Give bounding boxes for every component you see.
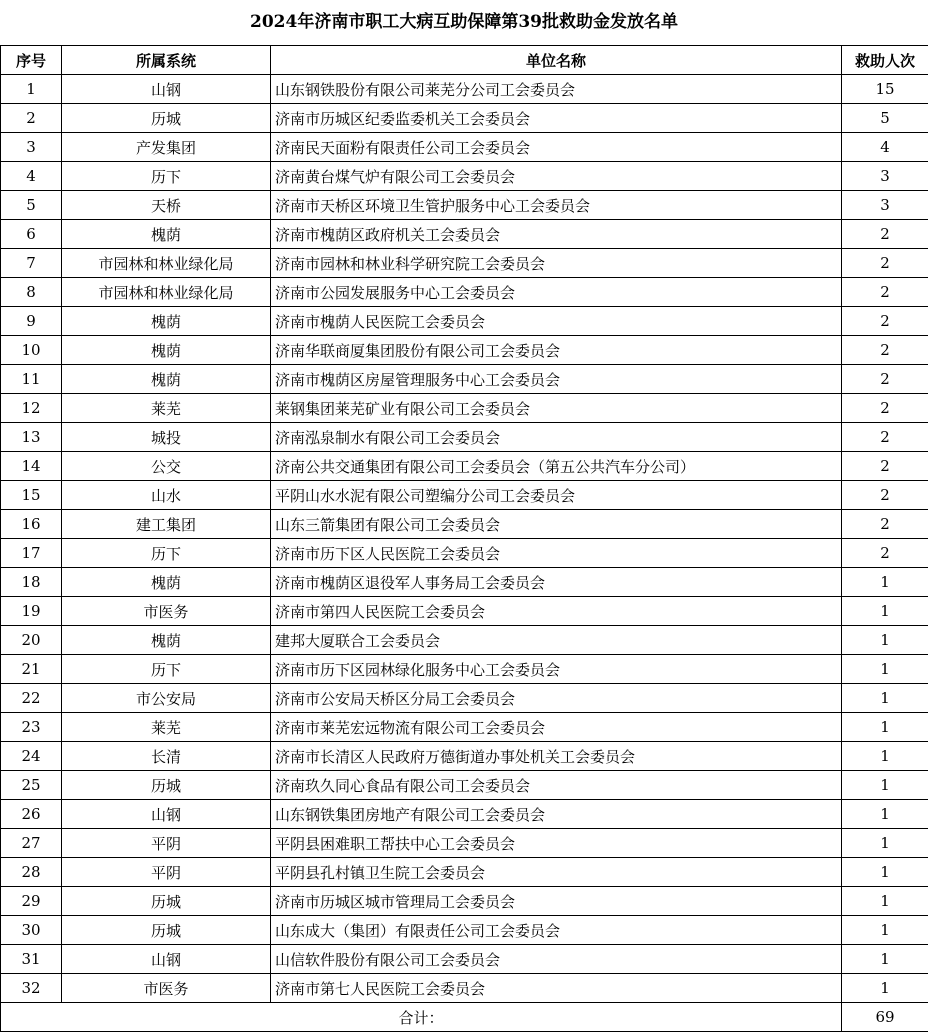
cell-seq: 3	[1, 133, 62, 162]
table-row	[1, 887, 928, 916]
cell-seq: 13	[1, 423, 62, 452]
cell-count: 1	[842, 655, 928, 684]
cell-unit: 莱钢集团莱芜矿业有限公司工会委员会	[271, 394, 842, 423]
cell-seq: 25	[1, 771, 62, 800]
cell-seq: 29	[1, 887, 62, 916]
cell-system: 槐荫	[62, 220, 271, 249]
cell-system: 平阴	[62, 858, 271, 887]
table-row	[1, 162, 928, 191]
cell-seq: 1	[1, 75, 62, 104]
cell-seq: 27	[1, 829, 62, 858]
cell-system: 山水	[62, 481, 271, 510]
cell-system: 槐荫	[62, 568, 271, 597]
table-row	[1, 655, 928, 684]
cell-count: 1	[842, 800, 928, 829]
header-unit: 单位名称	[271, 46, 842, 75]
cell-system: 公交	[62, 452, 271, 481]
cell-system: 城投	[62, 423, 271, 452]
cell-system: 天桥	[62, 191, 271, 220]
cell-system: 建工集团	[62, 510, 271, 539]
table-row	[1, 539, 928, 568]
cell-system: 山钢	[62, 800, 271, 829]
table-row	[1, 452, 928, 481]
cell-unit: 济南公共交通集团有限公司工会委员会（第五公共汽车分公司）	[271, 452, 842, 481]
table-row	[1, 481, 928, 510]
cell-seq: 11	[1, 365, 62, 394]
cell-system: 槐荫	[62, 365, 271, 394]
cell-count: 2	[842, 249, 928, 278]
cell-system: 山钢	[62, 75, 271, 104]
cell-seq: 5	[1, 191, 62, 220]
cell-count: 1	[842, 858, 928, 887]
table-body	[1, 75, 928, 1003]
cell-seq: 17	[1, 539, 62, 568]
cell-seq: 20	[1, 626, 62, 655]
cell-system: 莱芜	[62, 394, 271, 423]
cell-system: 平阴	[62, 829, 271, 858]
cell-unit: 山东钢铁股份有限公司莱芜分公司工会委员会	[271, 75, 842, 104]
table-row	[1, 742, 928, 771]
cell-count: 2	[842, 365, 928, 394]
cell-count: 15	[842, 75, 928, 104]
cell-seq: 18	[1, 568, 62, 597]
cell-unit: 济南市公安局天桥区分局工会委员会	[271, 684, 842, 713]
sheet-title: 2024年济南市职工大病互助保障第39批救助金发放名单	[250, 12, 678, 32]
cell-system: 山钢	[62, 945, 271, 974]
cell-seq: 19	[1, 597, 62, 626]
cell-count: 1	[842, 684, 928, 713]
cell-count: 1	[842, 568, 928, 597]
cell-count: 1	[842, 829, 928, 858]
cell-seq: 16	[1, 510, 62, 539]
cell-system: 市园林和林业绿化局	[62, 249, 271, 278]
cell-count: 3	[842, 191, 928, 220]
cell-unit: 济南市槐荫人民医院工会委员会	[271, 307, 842, 336]
cell-count: 1	[842, 626, 928, 655]
cell-unit: 山信软件股份有限公司工会委员会	[271, 945, 842, 974]
table-row	[1, 75, 928, 104]
cell-count: 1	[842, 713, 928, 742]
cell-unit: 山东三箭集团有限公司工会委员会	[271, 510, 842, 539]
table-row	[1, 568, 928, 597]
cell-unit: 济南玖久同心食品有限公司工会委员会	[271, 771, 842, 800]
cell-count: 1	[842, 974, 928, 1003]
cell-count: 2	[842, 394, 928, 423]
cell-count: 2	[842, 220, 928, 249]
cell-count: 4	[842, 133, 928, 162]
cell-seq: 28	[1, 858, 62, 887]
cell-system: 历城	[62, 771, 271, 800]
cell-unit: 济南华联商厦集团股份有限公司工会委员会	[271, 336, 842, 365]
cell-unit: 济南市第七人民医院工会委员会	[271, 974, 842, 1003]
cell-unit: 济南市第四人民医院工会委员会	[271, 597, 842, 626]
cell-count: 2	[842, 278, 928, 307]
table-row	[1, 713, 928, 742]
cell-unit: 济南黄台煤气炉有限公司工会委员会	[271, 162, 842, 191]
table-row	[1, 626, 928, 655]
table-row	[1, 307, 928, 336]
table-row	[1, 974, 928, 1003]
cell-unit: 济南泓泉制水有限公司工会委员会	[271, 423, 842, 452]
total-label: 合计：	[1, 1003, 842, 1032]
cell-seq: 30	[1, 916, 62, 945]
cell-system: 历城	[62, 916, 271, 945]
table-row	[1, 829, 928, 858]
cell-system: 历下	[62, 162, 271, 191]
cell-unit: 济南市公园发展服务中心工会委员会	[271, 278, 842, 307]
cell-unit: 建邦大厦联合工会委员会	[271, 626, 842, 655]
cell-seq: 31	[1, 945, 62, 974]
cell-unit: 济南民天面粉有限责任公司工会委员会	[271, 133, 842, 162]
cell-count: 1	[842, 887, 928, 916]
table-row	[1, 278, 928, 307]
table-row	[1, 104, 928, 133]
table-row	[1, 133, 928, 162]
cell-unit: 平阴山水水泥有限公司塑编分公司工会委员会	[271, 481, 842, 510]
cell-unit: 济南市历城区城市管理局工会委员会	[271, 887, 842, 916]
cell-count: 2	[842, 452, 928, 481]
total-value: 69	[842, 1003, 928, 1032]
cell-unit: 山东成大（集团）有限责任公司工会委员会	[271, 916, 842, 945]
cell-seq: 14	[1, 452, 62, 481]
table-row	[1, 945, 928, 974]
cell-unit: 平阴县困难职工帮扶中心工会委员会	[271, 829, 842, 858]
cell-seq: 12	[1, 394, 62, 423]
cell-seq: 32	[1, 974, 62, 1003]
table-row	[1, 220, 928, 249]
cell-system: 历下	[62, 655, 271, 684]
cell-count: 2	[842, 336, 928, 365]
cell-unit: 济南市园林和林业科学研究院工会委员会	[271, 249, 842, 278]
cell-count: 1	[842, 771, 928, 800]
cell-system: 历下	[62, 539, 271, 568]
cell-unit: 济南市长清区人民政府万德街道办事处机关工会委员会	[271, 742, 842, 771]
cell-count: 2	[842, 539, 928, 568]
cell-unit: 济南市历下区园林绿化服务中心工会委员会	[271, 655, 842, 684]
cell-seq: 15	[1, 481, 62, 510]
cell-seq: 8	[1, 278, 62, 307]
cell-unit: 济南市槐荫区政府机关工会委员会	[271, 220, 842, 249]
cell-seq: 21	[1, 655, 62, 684]
header-system: 所属系统	[62, 46, 271, 75]
cell-unit: 济南市天桥区环境卫生管护服务中心工会委员会	[271, 191, 842, 220]
cell-count: 2	[842, 423, 928, 452]
cell-seq: 6	[1, 220, 62, 249]
cell-system: 市医务	[62, 597, 271, 626]
cell-count: 1	[842, 597, 928, 626]
table-row	[1, 510, 928, 539]
cell-count: 1	[842, 916, 928, 945]
cell-count: 2	[842, 481, 928, 510]
cell-count: 2	[842, 510, 928, 539]
table-row	[1, 858, 928, 887]
cell-count: 3	[842, 162, 928, 191]
cell-seq: 7	[1, 249, 62, 278]
cell-system: 槐荫	[62, 336, 271, 365]
table-row	[1, 249, 928, 278]
cell-unit: 济南市槐荫区房屋管理服务中心工会委员会	[271, 365, 842, 394]
cell-seq: 9	[1, 307, 62, 336]
cell-unit: 济南市历下区人民医院工会委员会	[271, 539, 842, 568]
table-row	[1, 423, 928, 452]
cell-count: 1	[842, 945, 928, 974]
cell-seq: 2	[1, 104, 62, 133]
table-row	[1, 597, 928, 626]
cell-system: 市公安局	[62, 684, 271, 713]
cell-seq: 4	[1, 162, 62, 191]
cell-seq: 10	[1, 336, 62, 365]
cell-unit: 济南市历城区纪委监委机关工会委员会	[271, 104, 842, 133]
cell-system: 莱芜	[62, 713, 271, 742]
header-row	[1, 46, 928, 75]
cell-system: 市医务	[62, 974, 271, 1003]
cell-system: 历城	[62, 887, 271, 916]
cell-unit: 平阴县孔村镇卫生院工会委员会	[271, 858, 842, 887]
relief-table	[0, 45, 928, 1032]
table-row	[1, 191, 928, 220]
cell-system: 历城	[62, 104, 271, 133]
header-count: 救助人次	[842, 46, 928, 75]
cell-unit: 山东钢铁集团房地产有限公司工会委员会	[271, 800, 842, 829]
cell-count: 1	[842, 742, 928, 771]
table-row	[1, 771, 928, 800]
total-row	[1, 1003, 928, 1032]
cell-seq: 22	[1, 684, 62, 713]
cell-system: 市园林和林业绿化局	[62, 278, 271, 307]
cell-system: 长清	[62, 742, 271, 771]
cell-unit: 济南市莱芜宏远物流有限公司工会委员会	[271, 713, 842, 742]
table-row	[1, 365, 928, 394]
cell-system: 槐荫	[62, 307, 271, 336]
cell-unit: 济南市槐荫区退役军人事务局工会委员会	[271, 568, 842, 597]
header-seq: 序号	[1, 46, 62, 75]
cell-system: 槐荫	[62, 626, 271, 655]
cell-count: 2	[842, 307, 928, 336]
cell-seq: 26	[1, 800, 62, 829]
cell-seq: 24	[1, 742, 62, 771]
table-row	[1, 916, 928, 945]
table-row	[1, 336, 928, 365]
cell-seq: 23	[1, 713, 62, 742]
cell-system: 产发集团	[62, 133, 271, 162]
table-row	[1, 684, 928, 713]
table-row	[1, 394, 928, 423]
cell-count: 5	[842, 104, 928, 133]
table-row	[1, 800, 928, 829]
